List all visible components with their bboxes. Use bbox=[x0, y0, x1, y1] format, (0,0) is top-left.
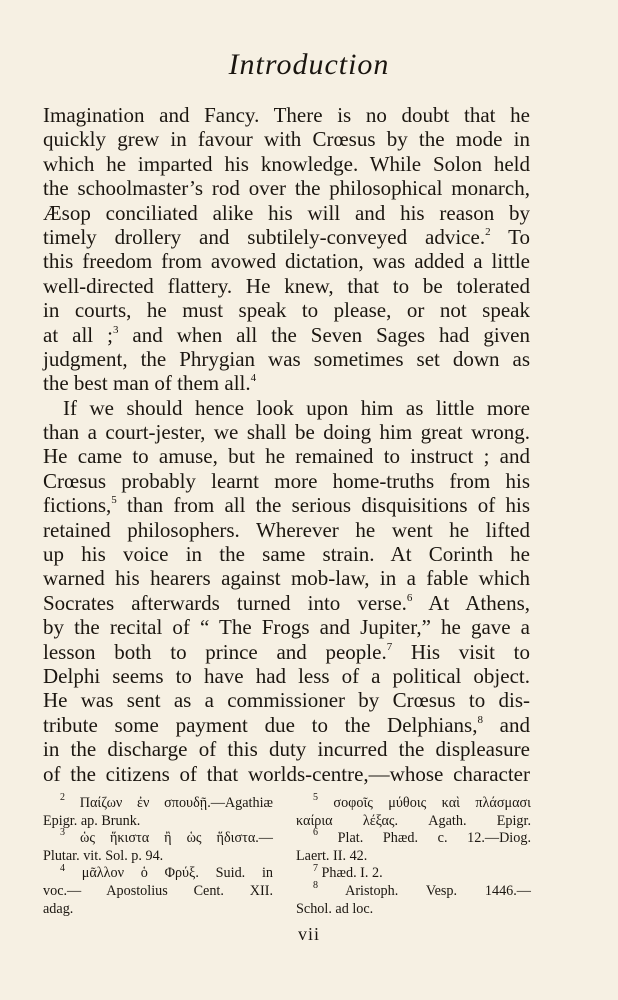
footnote-line bbox=[296, 813, 531, 831]
body-line bbox=[43, 518, 530, 542]
line-text: lesson both to prince and people. bbox=[43, 639, 387, 664]
line-text-continued: At Athens, bbox=[412, 590, 530, 615]
line-text: ὡς ἥκιστα ἢ ὡς ἥδιστα.— bbox=[65, 830, 273, 847]
line-text: which he imparted his knowledge. While Solon held bbox=[43, 151, 530, 176]
footnote-line bbox=[296, 862, 531, 883]
body-text bbox=[43, 103, 530, 786]
footnote-line bbox=[296, 880, 531, 901]
line-text: judgment, the Phrygian was sometimes set down as bbox=[43, 346, 530, 371]
body-line bbox=[43, 249, 530, 273]
line-text: the schoolmaster’s rod over the philosophical monarch, bbox=[43, 176, 530, 201]
body-line bbox=[43, 201, 530, 225]
body-line bbox=[43, 493, 530, 517]
footnote-line bbox=[43, 827, 273, 848]
body-line bbox=[43, 371, 530, 395]
body-line bbox=[43, 103, 530, 127]
body-line bbox=[43, 737, 530, 761]
line-text: Laert. II. 42. bbox=[296, 847, 368, 864]
footnote-line bbox=[296, 901, 531, 919]
body-line bbox=[43, 396, 530, 420]
line-text: up his voice in the same strain. At Corinth he bbox=[43, 542, 530, 567]
footnote-line bbox=[43, 848, 273, 866]
body-line bbox=[43, 566, 530, 590]
body-line bbox=[43, 298, 530, 322]
body-line bbox=[43, 420, 530, 444]
body-line bbox=[43, 762, 530, 786]
line-text: If we should hence look upon him as little more bbox=[63, 395, 530, 420]
footnote-reference: 2 bbox=[485, 225, 491, 238]
body-line bbox=[43, 323, 530, 347]
line-text: Æsop conciliated alike his will and his reason by bbox=[43, 200, 530, 225]
line-text: Socrates afterwards turned into verse. bbox=[43, 590, 407, 615]
footnote-line bbox=[296, 827, 531, 848]
body-line bbox=[43, 469, 530, 493]
line-text: Crœsus probably learnt more home-truths from his bbox=[43, 468, 530, 493]
body-line bbox=[43, 347, 530, 371]
line-text-continued: and when all the Seven Sages had given bbox=[118, 322, 530, 347]
line-text-continued: than from all the serious disquisitions of his bbox=[116, 493, 530, 518]
footnote-reference: 3 bbox=[112, 323, 119, 336]
footnote-marker: 7 bbox=[313, 862, 318, 874]
footnote-line bbox=[43, 862, 273, 883]
footnote-marker: 4 bbox=[60, 862, 65, 874]
line-text: σοφοῖς μύθοις καὶ πλάσμασι bbox=[318, 795, 531, 811]
line-text: He was sent as a commissioner by Crœsus to dis- bbox=[43, 688, 530, 713]
line-text: καίρια λέξας. Agath. Epigr. bbox=[296, 812, 531, 829]
line-text: fictions, bbox=[43, 493, 112, 518]
footnote-marker: 3 bbox=[60, 827, 65, 839]
line-text: Aristoph. Vesp. 1446.— bbox=[318, 882, 531, 899]
footnote-reference: 4 bbox=[250, 372, 257, 385]
line-text-continued: His visit to bbox=[392, 639, 530, 664]
line-text: μᾶλλον ὁ Φρύξ. Suid. in bbox=[65, 865, 273, 882]
line-text: the best man of them all. bbox=[43, 371, 251, 396]
footnote-line bbox=[296, 848, 531, 866]
line-text: warned his hearers against mob-law, in a fable which bbox=[43, 566, 530, 591]
body-line bbox=[43, 542, 530, 566]
line-text: Παίζων ἐν σπουδῇ.—Agathiæ bbox=[65, 795, 273, 811]
footnote-reference: 8 bbox=[477, 713, 483, 726]
page-number: vii bbox=[297, 924, 320, 944]
line-text: in the discharge of this duty incurred the displeasure bbox=[43, 737, 530, 762]
line-text: Phæd. I. 2. bbox=[318, 865, 383, 882]
footnote-line bbox=[296, 792, 531, 813]
line-text: voc.— Apostolius Cent. XII. bbox=[43, 882, 273, 899]
line-text: Plutar. vit. Sol. p. 94. bbox=[43, 847, 164, 864]
body-line bbox=[43, 225, 530, 249]
footnote-marker: 2 bbox=[60, 792, 65, 804]
line-text: He came to amuse, but he remained to instruct ; and bbox=[43, 444, 530, 469]
footnote-marker: 5 bbox=[313, 792, 318, 804]
line-text: in courts, he must speak to please, or not speak bbox=[43, 298, 530, 323]
line-text: Schol. ad loc. bbox=[296, 900, 374, 917]
line-text: Epigr. ap. Brunk. bbox=[43, 812, 141, 829]
line-text: quickly grew in favour with Crœsus by the mode in bbox=[43, 127, 530, 152]
line-text: retained philosophers. Wherever he went he lifted bbox=[43, 517, 530, 542]
body-line bbox=[43, 274, 530, 298]
footnote-reference: 6 bbox=[406, 591, 413, 604]
body-line bbox=[43, 664, 530, 688]
line-text: of the citizens of that worlds-centre,—whose character bbox=[43, 761, 530, 786]
line-text: adag. bbox=[43, 900, 74, 917]
line-text: Delphi seems to have had less of a political object. bbox=[43, 663, 530, 688]
running-head: Introduction bbox=[228, 48, 390, 81]
body-line bbox=[43, 127, 530, 151]
footnote-marker: 6 bbox=[313, 827, 318, 839]
line-text-continued: To bbox=[490, 224, 531, 249]
footnote-line bbox=[43, 813, 273, 831]
footnote-reference: 5 bbox=[111, 494, 117, 507]
line-text: Plat. Phæd. c. 12.—Diog. bbox=[318, 830, 531, 847]
footnote-line bbox=[43, 901, 273, 919]
line-text: this freedom from avowed dictation, was added a little bbox=[43, 249, 530, 274]
footnote-line bbox=[43, 792, 273, 813]
body-line bbox=[43, 640, 530, 664]
footnotes-right-column bbox=[296, 792, 531, 918]
body-line bbox=[43, 688, 530, 712]
line-text: timely drollery and subtilely-conveyed advice. bbox=[43, 224, 486, 249]
line-text: by the recital of “ The Frogs and Jupiter,” he gave a bbox=[43, 615, 530, 640]
line-text-continued: and bbox=[482, 712, 530, 737]
body-line bbox=[43, 176, 530, 200]
line-text: Imagination and Fancy. There is no doubt that he bbox=[43, 103, 530, 127]
footnote-line bbox=[43, 883, 273, 901]
body-line bbox=[43, 152, 530, 176]
body-line bbox=[43, 591, 530, 615]
body-line bbox=[43, 444, 530, 468]
line-text: tribute some payment due to the Delphians, bbox=[43, 712, 478, 737]
footnotes-left-column bbox=[43, 792, 273, 918]
line-text: at all ; bbox=[43, 322, 113, 347]
footnote-marker: 8 bbox=[313, 880, 318, 892]
body-line bbox=[43, 615, 530, 639]
line-text: than a court-jester, we shall be doing him great wrong. bbox=[43, 420, 530, 445]
footnote-reference: 7 bbox=[386, 640, 393, 653]
body-line bbox=[43, 713, 530, 737]
line-text: well-directed flattery. He knew, that to be tolerated bbox=[43, 273, 530, 298]
